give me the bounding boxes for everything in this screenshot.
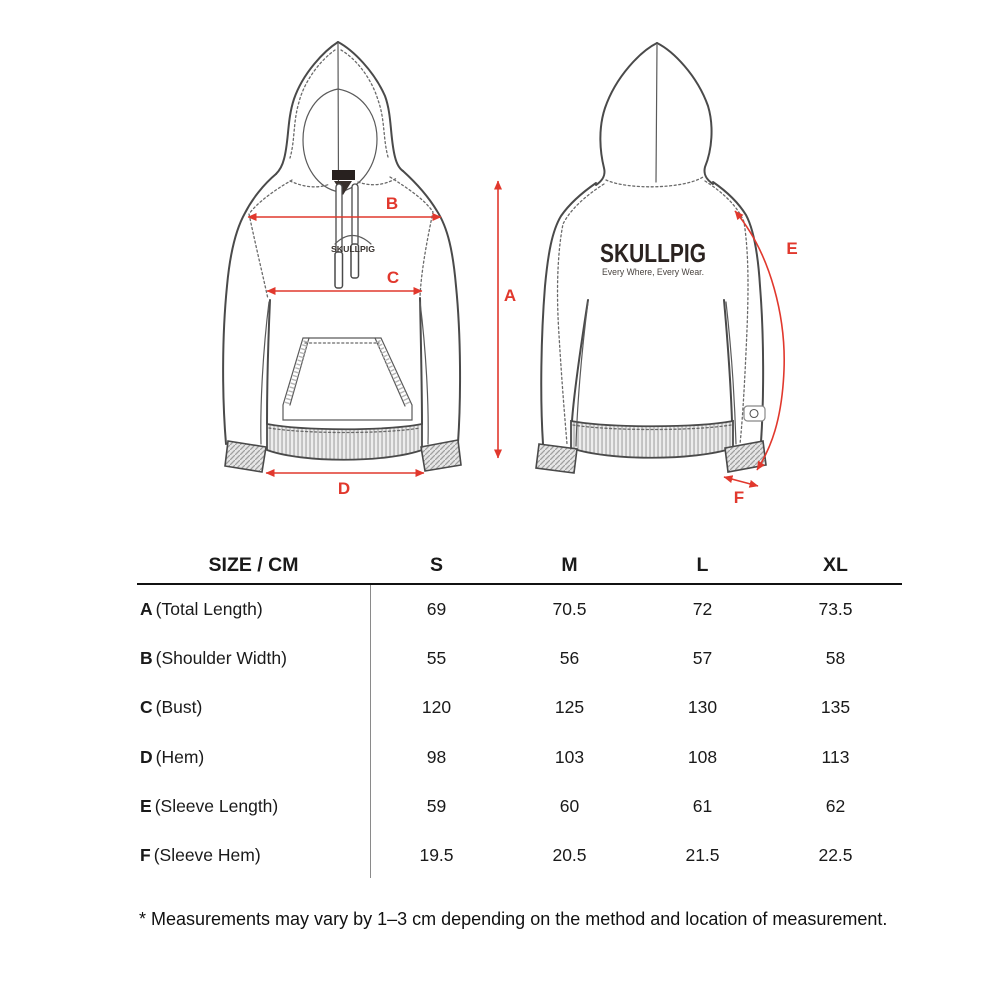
back-hood-outer-right xyxy=(657,43,713,184)
row-letter: D xyxy=(140,746,153,767)
measurement-footnote: * Measurements may vary by 1–3 cm depending on the method and location of measurement. xyxy=(139,909,888,929)
front-neck-label xyxy=(332,170,355,180)
back-left-sleeve-outer xyxy=(541,183,596,444)
value-cell: 61 xyxy=(692,795,713,816)
size-table-header-row xyxy=(137,548,902,585)
hoodie-front-drawing xyxy=(223,42,461,472)
back-hood-outer-left xyxy=(596,43,657,185)
value-cell: 108 xyxy=(687,746,718,767)
value-cell: 21.5 xyxy=(685,845,720,866)
front-hood-center-seam xyxy=(338,44,339,190)
value-cell: 22.5 xyxy=(818,845,853,866)
value-cell: 19.5 xyxy=(419,845,454,866)
value-cell: 70.5 xyxy=(552,599,587,620)
value-cell: 113 xyxy=(821,746,850,767)
front-hem-rib xyxy=(267,424,422,460)
value-cell: 135 xyxy=(820,697,851,718)
table-row-shoulder-width xyxy=(137,634,902,683)
header-size-cm: SIZE / CM xyxy=(208,554,299,576)
table-row-bust xyxy=(137,683,902,732)
front-right-cuff xyxy=(421,440,461,471)
back-left-cuff xyxy=(536,444,577,473)
front-left-raglan-seam xyxy=(249,180,292,299)
value-cell: 120 xyxy=(421,697,452,718)
row-desc: (Total Length) xyxy=(155,599,263,620)
row-desc: (Bust) xyxy=(155,697,203,718)
row-letter: A xyxy=(140,599,153,620)
size-table-body xyxy=(137,585,902,880)
value-cell: 59 xyxy=(426,795,447,816)
measure-label-F: F xyxy=(733,488,745,507)
measure-label-A: A xyxy=(503,286,517,305)
row-label xyxy=(137,796,370,817)
row-letter: B xyxy=(140,648,153,669)
front-chest-logo-text: SKULLPIG xyxy=(331,244,376,254)
row-desc: (Sleeve Hem) xyxy=(153,845,261,866)
back-sleeve-patch xyxy=(744,406,765,421)
back-hood-attach-stitch xyxy=(606,177,703,187)
value-cell: 62 xyxy=(825,795,846,816)
row-desc: (Hem) xyxy=(155,746,205,767)
measure-label-C: C xyxy=(386,268,400,287)
row-desc: (Sleeve Length) xyxy=(154,795,279,816)
value-cell: 130 xyxy=(687,697,718,718)
table-column-divider xyxy=(370,585,371,878)
value-cell: 20.5 xyxy=(552,845,587,866)
table-row-sleeve-hem xyxy=(137,831,902,880)
value-cell: 57 xyxy=(692,648,713,669)
row-label xyxy=(137,599,370,620)
row-label xyxy=(137,648,370,669)
value-cell: 72 xyxy=(692,599,713,620)
value-cell: 69 xyxy=(426,599,447,620)
value-cell: 55 xyxy=(426,648,447,669)
value-cell: 73.5 xyxy=(818,599,853,620)
row-letter: C xyxy=(140,697,153,718)
value-cell: 103 xyxy=(554,746,585,767)
value-cell: 56 xyxy=(559,648,580,669)
row-letter: E xyxy=(140,795,152,816)
measure-line-F xyxy=(724,477,758,486)
value-cell: 98 xyxy=(426,746,447,767)
measure-line-E xyxy=(735,211,784,470)
row-label xyxy=(137,845,370,866)
front-aglet-left xyxy=(335,252,343,288)
row-label xyxy=(137,747,370,768)
header-size-xl: XL xyxy=(823,554,848,576)
back-hem-rib xyxy=(571,421,733,458)
front-drawcord-right xyxy=(352,184,358,246)
header-size-m: M xyxy=(561,554,578,576)
measure-label-E: E xyxy=(786,239,798,258)
header-size-l: L xyxy=(696,554,709,576)
value-cell: 60 xyxy=(559,795,580,816)
value-cell: 58 xyxy=(825,648,846,669)
hoodie-back-drawing xyxy=(536,43,766,473)
front-left-cuff xyxy=(225,441,266,472)
header-size-s: S xyxy=(429,554,443,576)
row-letter: F xyxy=(140,845,151,866)
row-label xyxy=(137,697,370,718)
front-neck-stitch-right xyxy=(358,178,397,185)
back-logo-tagline: Every Where, Every Wear. xyxy=(602,267,704,277)
front-right-sleeve-outer xyxy=(403,171,460,443)
table-row-hem xyxy=(137,733,902,782)
table-row-sleeve-length xyxy=(137,782,902,831)
size-table xyxy=(137,548,902,880)
back-logo-text: SKULLPIG xyxy=(600,238,706,268)
back-left-sleeve-seam xyxy=(558,184,604,444)
back-hood-center-seam xyxy=(656,45,657,182)
measure-label-D: D xyxy=(337,479,351,498)
row-desc: (Shoulder Width) xyxy=(155,648,287,669)
back-right-sleeve-outer xyxy=(713,182,763,442)
table-row-total-length xyxy=(137,585,902,634)
value-cell: 125 xyxy=(554,697,585,718)
measure-label-B: B xyxy=(385,194,399,213)
